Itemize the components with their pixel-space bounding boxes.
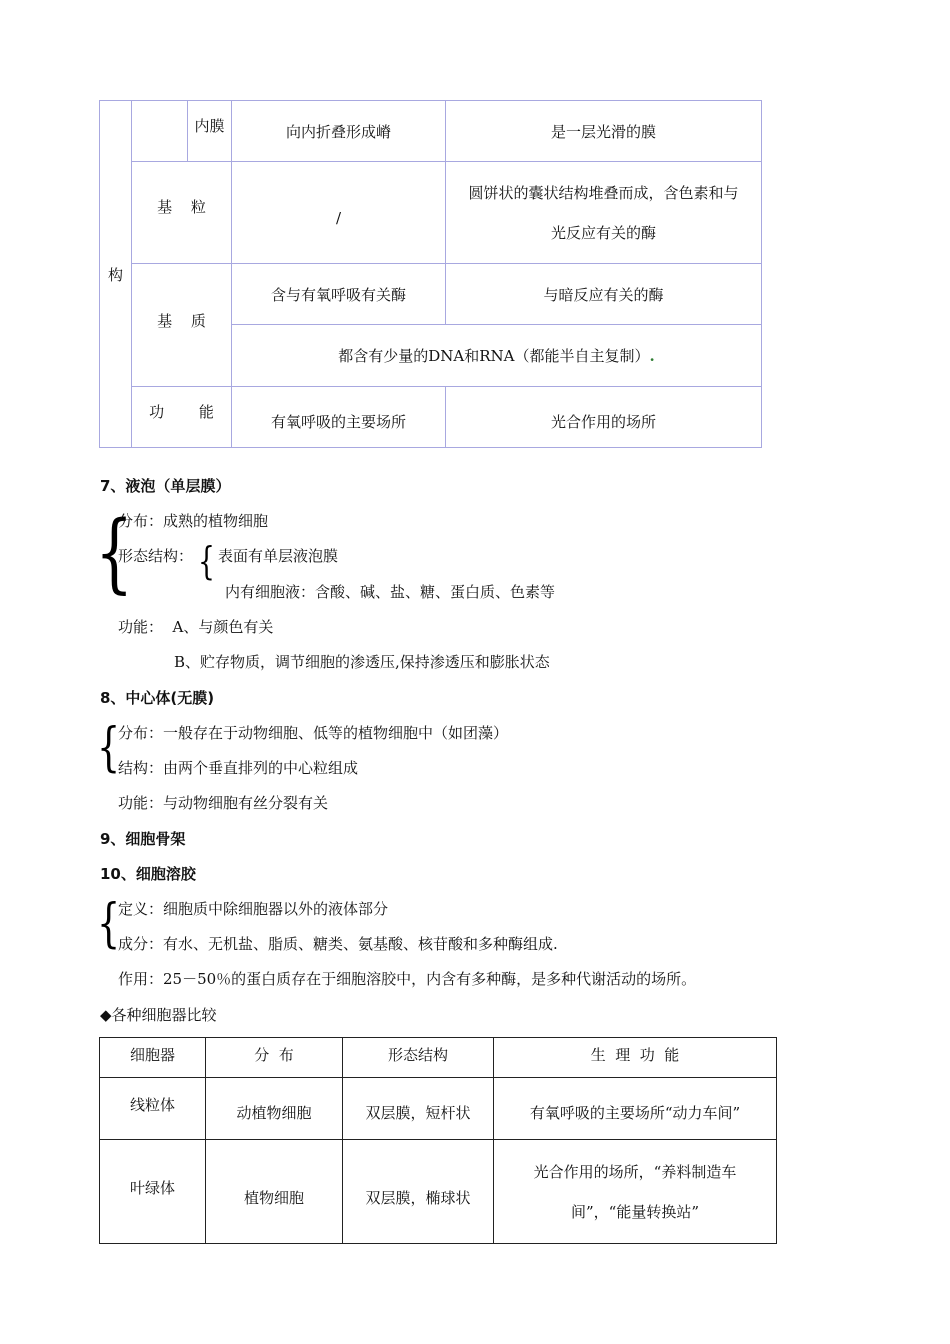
s7-morph-2: 内有细胞液：含酸、碱、盐、糖、蛋白质、色素等 (225, 583, 556, 601)
s10-role: 作用：25－50％的蛋白质存在于细胞溶胶中，内含有多种酶，是多种代谢活动的场所。 (118, 970, 697, 988)
ji-li-chloro-line1: 圆饼状的囊状结构堆叠而成，含色素和与 (468, 183, 739, 202)
table-cell: 有氧呼吸的主要场所“动力车间” (494, 1078, 777, 1140)
gong-neng-mito: 有氧呼吸的主要场所 (232, 387, 446, 448)
s8-dist: 分布：一般存在于动物细胞、低等的植物细胞中（如团藻） (118, 724, 509, 742)
ji-zhi-chloro: 与暗反应有关的酶 (446, 264, 762, 325)
s8-func: 功能：与动物细胞有丝分裂有关 (118, 794, 329, 812)
table-cell (494, 1140, 777, 1244)
ji-li-chloro-line2: 光反应有关的酶 (550, 223, 656, 242)
section-10-title: 10、细胞溶胶 (100, 865, 196, 883)
header-cell: 细胞器 (100, 1038, 206, 1078)
s7-morph-label: 形态结构： (118, 547, 194, 565)
compare-title: ◆各种细胞器比较 (100, 1006, 217, 1024)
table-cell: 双层膜，椭球状 (343, 1140, 494, 1244)
brace-icon: { (97, 718, 121, 778)
ji-li-mito: / (232, 162, 446, 264)
table-cell: 叶绿体 (100, 1140, 206, 1244)
s7-dist: 分布：成熟的植物细胞 (118, 512, 269, 530)
nei-mo-label: 内膜 (188, 101, 232, 162)
brace-icon: { (198, 539, 215, 583)
s7-func-b: B、贮存物质，调节细胞的渗透压,保持渗透压和膨胀状态 (174, 653, 550, 671)
gou-cell: 构 (100, 101, 132, 448)
gong-neng-label: 功 能 (132, 387, 232, 448)
section-8-title: 8、中心体(无膜) (100, 689, 215, 707)
table-cell: 植物细胞 (206, 1140, 343, 1244)
s7-morph-1: 表面有单层液泡膜 (218, 547, 339, 565)
compare-table (99, 1037, 777, 1244)
section-7-title: 7、液泡（单层膜） (100, 477, 231, 495)
table-cell: 线粒体 (100, 1078, 206, 1140)
header-cell: 分 布 (206, 1038, 343, 1078)
brace-icon: { (97, 894, 121, 954)
ji-zhi-label: 基 质 (132, 264, 232, 387)
nei-mo-mito: 向内折叠形成嵴 (232, 101, 446, 162)
table-cell-line1: 光合作用的场所，“养料制造车 (533, 1162, 737, 1181)
s7-func-a: 功能： A、与颜色有关 (118, 618, 274, 636)
table-cell-line2: 间”，“能量转换站” (570, 1202, 699, 1221)
shared-cell: 都含有少量的DNA和RNA（都能半自主复制）. (232, 325, 762, 387)
shared-text: 都含有少量的DNA和RNA（都能半自主复制） (338, 347, 650, 365)
table-cell: 动植物细胞 (206, 1078, 343, 1140)
ji-li-chloro (446, 162, 762, 264)
s8-struct: 结构：由两个垂直排列的中心粒组成 (118, 759, 359, 777)
section-9-title: 9、细胞骨架 (100, 830, 186, 848)
s10-comp: 成分：有水、无机盐、脂质、糖类、氨基酸、核苷酸和多种酶组成. (118, 935, 558, 953)
s10-def: 定义：细胞质中除细胞器以外的液体部分 (118, 900, 389, 918)
header-cell: 形态结构 (343, 1038, 494, 1078)
brace-icon: { (95, 503, 134, 603)
table-cell: 双层膜，短杆状 (343, 1078, 494, 1140)
header-cell: 生 理 功 能 (494, 1038, 777, 1078)
ji-li-label: 基 粒 (132, 162, 232, 264)
nei-mo-chloro: 是一层光滑的膜 (446, 101, 762, 162)
ji-zhi-mito: 含与有氧呼吸有关酶 (232, 264, 446, 325)
structure-table (99, 100, 762, 448)
gong-neng-chloro: 光合作用的场所 (446, 387, 762, 448)
